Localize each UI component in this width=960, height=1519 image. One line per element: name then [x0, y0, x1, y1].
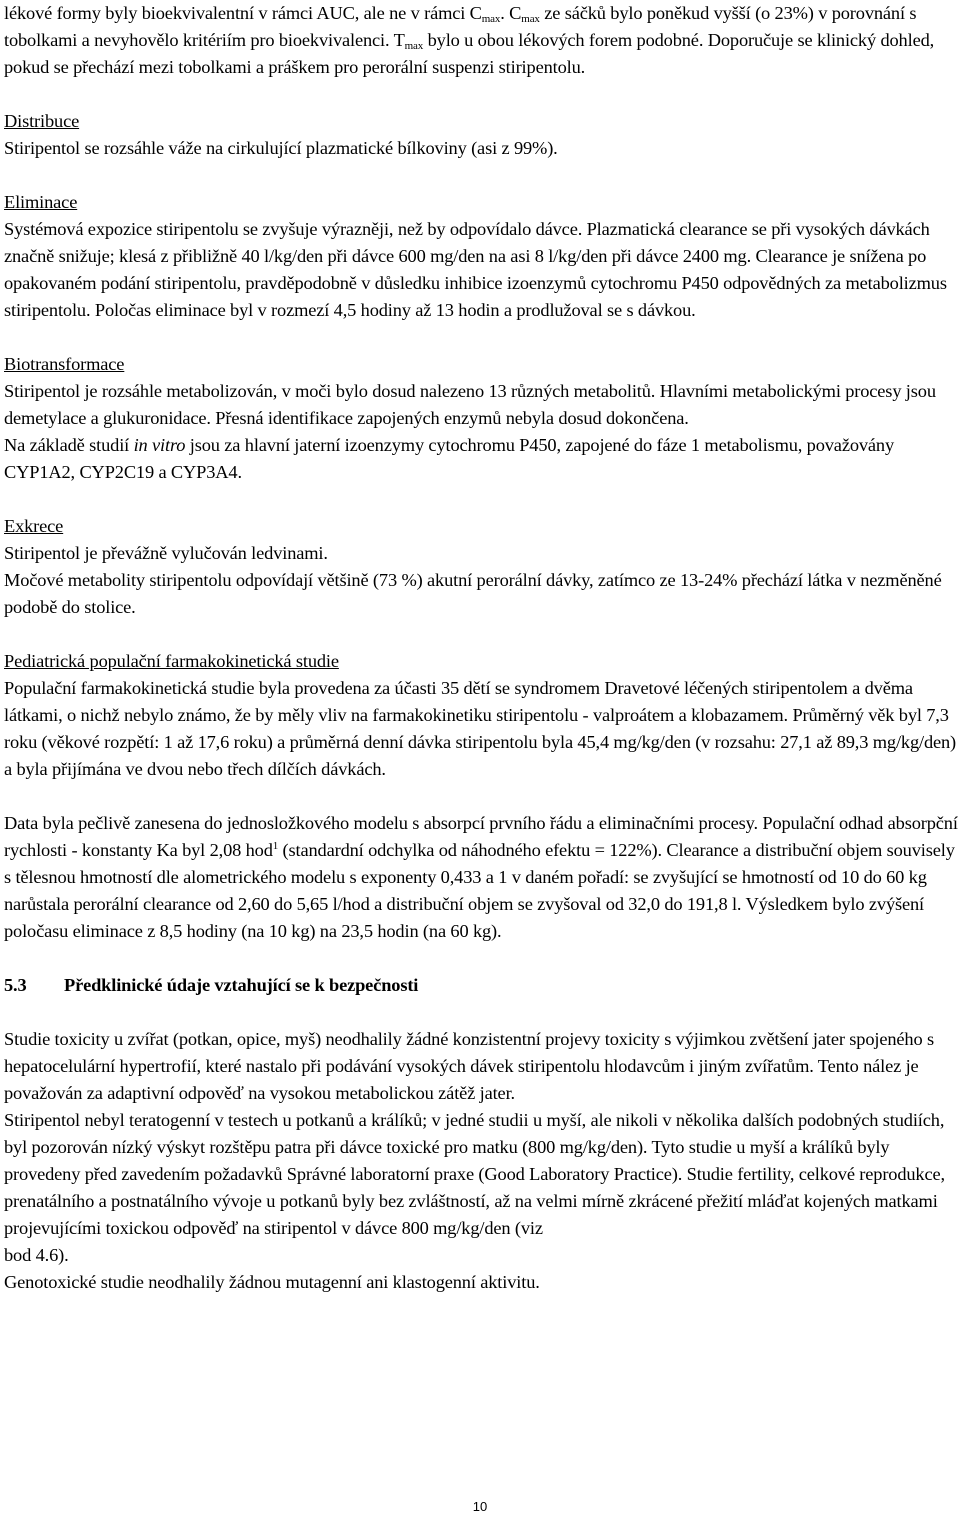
distribuce-heading: Distribuce [4, 111, 80, 131]
exkrece-heading: Exkrece [4, 516, 64, 536]
exkrece-text-2: Močové metabolity stiripentolu odpovídají většině (73 %) akutní perorální dávky, zatímco ze 13-24% přechází látka v nezměněné podobě do stolice. [4, 570, 942, 617]
biotransformace-text-1: Stiripentol je rozsáhle metabolizován, v moči bylo dosud nalezeno 13 různých metabolitů. Hlavními metabolickými procesy jsou demetylace a glukuronidace. Přesná identifikace zapojených enzymů nebyla dosud dokončena. [4, 381, 936, 428]
document-page [4, 0, 958, 1296]
pediatricka-text-2: Data byla pečlivě zanesena do jednosložkového modelu s absorpcí prvního řádu a eliminačními procesy. Populační odhad absorpční rychlosti - konstanty Ka byl 2,08 hod$^1$ (standardní odchylka od náhodného efektu = 122%). Clearance a distribuční objem souvisely s tělesnou hmotností dle alometrického modelu s exponenty 0,433 a 1 v daném pořadí: se zvyšující se hmotností od 10 do 60 kg narůstala perorální clearance od 2,60 do 5,65 l/hod a distribuční objem se zvyšoval od 32,0 do 191,8 l. Výsledkem bylo zvýšení poločasu eliminace z 8,5 hodiny (na 10 kg) na 23,5 hodin (na 60 kg). [4, 813, 958, 941]
section-5-3-paragraph-2-end: bod 4.6). [4, 1245, 69, 1265]
eliminace-text: Systémová expozice stiripentolu se zvyšuje výrazněji, než by odpovídalo dávce. Plazmatická clearance se při vysokých dávkách značně snižuje; klesá z přibližně 40 l/kg/den při dávce 600 mg/den na asi 8 l/kg/den při dávce 2400 mg. Clearance je snížena po opakovaném podání stiripentolu, pravděpodobně v důsledku inhibice izoenzymů cytochromu P450 odpovědných za metabolizmus stiripentolu. Poločas eliminace byl v rozmezí 4,5 hodiny až 13 hodin a prodlužoval se s dávkou. [4, 219, 947, 320]
distribuce-text: Stiripentol se rozsáhle váže na cirkulující plazmatické bílkoviny (asi z 99%). [4, 138, 558, 158]
biotransformace-heading: Biotransformace [4, 354, 125, 374]
pediatricka-heading: Pediatrická populační farmakokinetická studie [4, 651, 339, 671]
pediatricka-text-1: Populační farmakokinetická studie byla provedena za účasti 35 dětí se syndromem Dravetové léčených stiripentolem a dvěma látkami, o nichž nebylo známo, že by měly vliv na farmakokinetiku stiripentolu - valproátem a klobazamem. Průměrný věk byl 7,3 roku (věkové rozpětí: 1 až 17,6 roku) a průměrná denní dávka stiripentolu byla 45,4 mg/kg/den (v rozsahu: 27,1 až 89,3 mg/kg/den) a byla přijímána ve dvou nebo třech dílčích dávkách. [4, 678, 957, 779]
section-title-text: Předklinické údaje vztahující se k bezpečnosti [64, 975, 419, 995]
section-5-3-title [4, 972, 958, 999]
intro-paragraph: lékové formy byly bioekvivalentní v rámci AUC, ale ne v rámci $C_{max}$. $C_{max}$ ze sáčků bylo poněkud vyšší (o 23%) v porovnání s tobolkami a nevyhovělo kritériím pro bioekvivalenci. $T_{max}$ bylo u obou lékových forem podobné. Doporučuje se klinický dohled, pokud se přechází mezi tobolkami a práškem pro perorální suspenzi stiripentolu. [4, 3, 935, 77]
exkrece-text-1: Stiripentol je převážně vylučován ledvinami. [4, 543, 328, 563]
section-number: 5.3 [4, 975, 27, 995]
page-number: 10 [472, 1499, 488, 1514]
section-5-3-paragraph-2: Stiripentol nebyl teratogenní v testech u potkanů a králíků; v jedné studii u myší, ale nikoli v několika dalších podobných studiích, byl pozorován nízký výskyt rozštěpu patra při dávce toxické pro matku (800 mg/kg/den). Tyto studie u myší a králíků byly provedeny před zavedením požadavků Správné laboratorní praxe (Good Laboratory Practice). Studie fertility, celkové reprodukce, prenatálního a postnatálního vývoje u potkanů byly bez zvláštností, až na velmi mírně zkrácené přežití mláďat kojených matkami projevujícími toxickou odpověď na stiripentol v dávce 800 mg/kg/den (viz [4, 1110, 945, 1238]
section-5-3-paragraph-3: Genotoxické studie neodhalily žádnou mutagenní ani klastogenní aktivitu. [4, 1272, 540, 1292]
section-5-3-paragraph-1: Studie toxicity u zvířat (potkan, opice, myš) neodhalily žádné konzistentní projevy toxicity s výjimkou zvětšení jater spojeného s hepatocelulární hypertrofií, které nastalo při podávání vysokých dávek stiripentolu hlodavcům i jiným zvířatům. Tento nález je považován za adaptivní odpověď na vysokou metabolickou zátěž jater. [4, 1029, 934, 1103]
biotransformace-text-2: Na základě studií in vitro jsou za hlavní jaterní izoenzymy cytochromu P450, zapojené do fáze 1 metabolismu, považovány CYP1A2, CYP2C19 a CYP3A4. [4, 435, 895, 482]
eliminace-heading: Eliminace [4, 192, 78, 212]
